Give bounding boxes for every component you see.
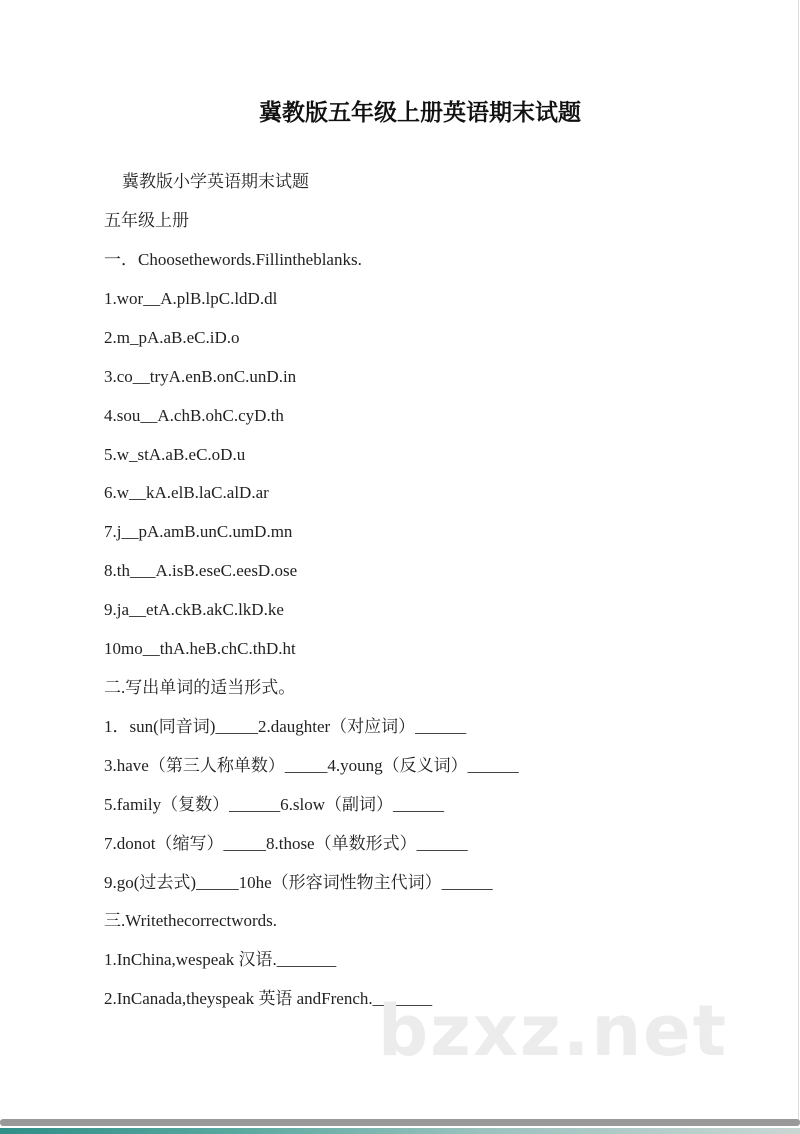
question-item: 1．sun(同音词)_____2.daughter（对应词）______: [104, 717, 467, 736]
question-item: 2.m_pA.aB.eC.iD.o: [104, 328, 240, 347]
question-item: 1.wor__A.plB.lpC.ldD.dl: [104, 289, 278, 308]
section1-heading: 一．Choosethewords.Fillintheblanks.: [104, 250, 362, 269]
question-item: 9.go(过去式)_____10he（形容词性物主代词）______: [104, 873, 493, 892]
question-item: 5.w_stA.aB.eC.oD.u: [104, 445, 246, 464]
question-item: 4.sou__A.chB.ohC.cyD.th: [104, 406, 284, 425]
question-item: 8.th___A.isB.eseC.eesD.ose: [104, 561, 298, 580]
section2-heading: 二.写出单词的适当形式。: [104, 678, 296, 697]
horizontal-scrollbar[interactable]: [0, 1119, 800, 1126]
question-item: 6.w__kA.elB.laC.alD.ar: [104, 483, 269, 502]
question-item: 1.InChina,wespeak 汉语._______: [104, 950, 337, 969]
watermark: bzxz.net: [378, 990, 729, 1072]
question-item: 3.have（第三人称单数）_____4.young（反义词）______: [104, 756, 519, 775]
question-item: 10mo__thA.heB.chC.thD.ht: [104, 639, 296, 658]
question-item: 9.ja__etA.ckB.akC.lkD.ke: [104, 600, 284, 619]
grade-label: 五年级上册: [104, 211, 189, 230]
page-title: 冀教版五年级上册英语期末试题: [259, 100, 581, 126]
question-item: 3.co__tryA.enB.onC.unD.in: [104, 367, 297, 386]
question-item: 2.InCanada,theyspeak 英语 andFrench._______: [104, 989, 433, 1008]
section3-heading: 三.Writethecorrectwords.: [104, 911, 278, 930]
background-strip: [0, 1128, 800, 1134]
question-item: 7.donot（缩写）_____8.those（单数形式）______: [104, 834, 468, 853]
question-item: 7.j__pA.amB.unC.umD.mn: [104, 522, 293, 541]
subtitle: 冀教版小学英语期末试题: [122, 172, 309, 191]
question-item: 5.family（复数）______6.slow（副词）______: [104, 795, 444, 814]
